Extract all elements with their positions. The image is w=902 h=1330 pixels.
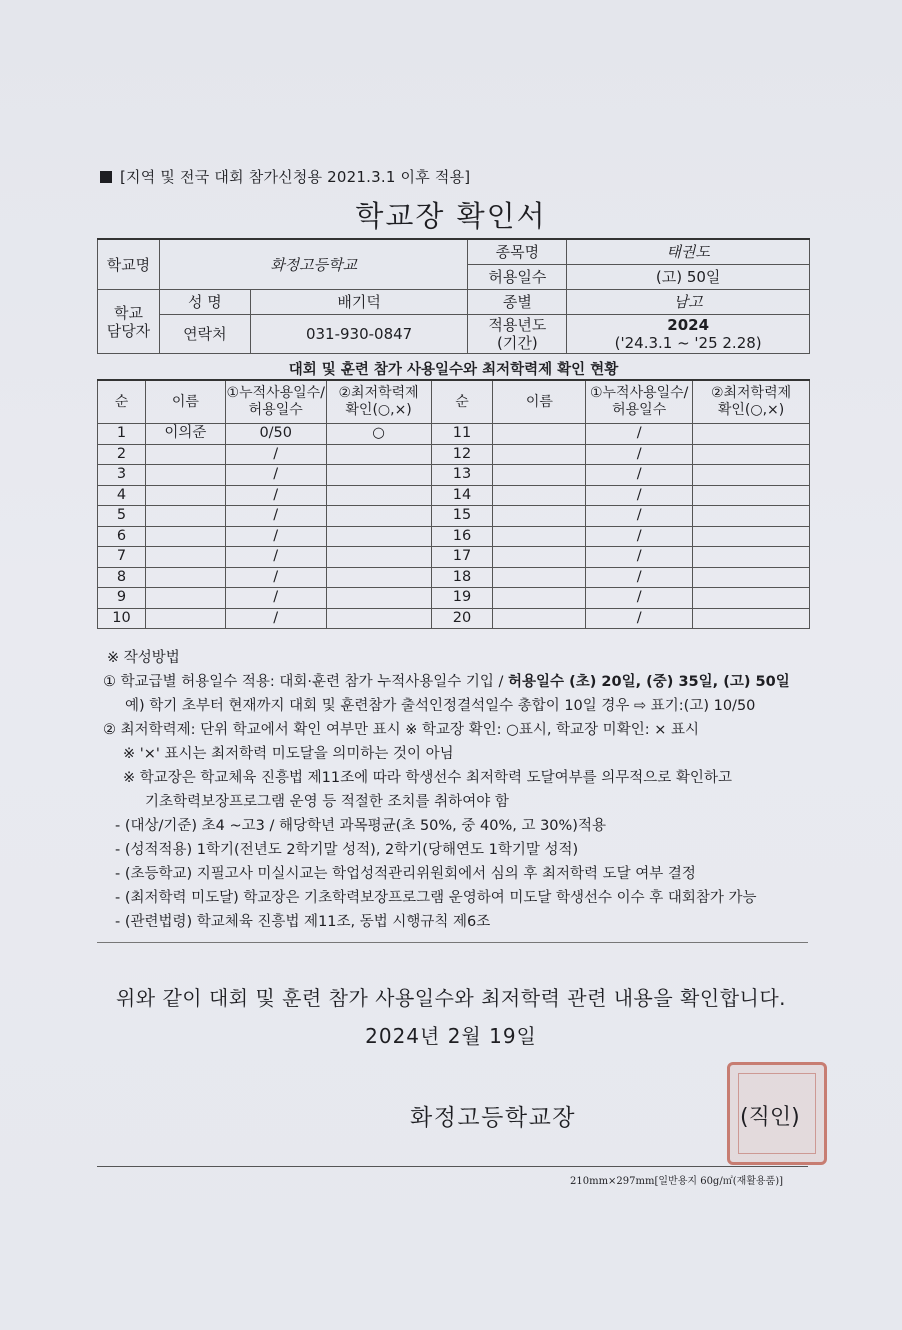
principal-name: 화정고등학교장 [410,1105,577,1131]
header-name: 이름 [145,380,225,424]
table-cell: / [586,526,693,547]
table-cell: / [586,444,693,465]
table-cell: / [225,506,326,527]
year-value: 2024 [667,316,710,334]
note-2: ② 최저학력제: 단위 학교에서 확인 여부만 표시 ※ 학교장 확인: ○표시, 학교장 미확인: × 표시 [103,722,699,738]
table-cell: 19 [431,588,493,609]
table-cell: 4 [98,485,146,506]
table-cell [145,506,225,527]
table-cell [493,444,586,465]
document-title: 학교장 확인서 [355,199,547,233]
gender-value: 남고 [567,290,810,315]
note-7: - (성적적용) 1학기(전년도 2학기말 성적), 2학기(당해연도 1학기말 성적) [115,842,579,858]
note-9: - (최저학력 미도달) 학교장은 기초학력보장프로그램 운영하여 미도달 학생선수 이수 후 대회참가 가능 [115,890,757,906]
table-cell: 17 [431,547,493,568]
table-cell: 15 [431,506,493,527]
table-cell [693,567,810,588]
table-cell [693,444,810,465]
table-cell: / [225,608,326,629]
table-cell [326,547,431,568]
note-5: 기초학력보장프로그램 운영 등 적절한 조치를 취하여야 함 [145,794,509,810]
table-cell: / [586,588,693,609]
header-check: ②최저학력제 확인(○,×) [326,380,431,424]
table-cell: / [586,567,693,588]
table-cell [693,547,810,568]
table-row [98,608,810,629]
paper-spec: 210mm×297mm[일반용지 60g/㎡(재활용품)] [570,1176,784,1187]
table-cell [693,608,810,629]
table-cell [493,485,586,506]
table-cell: 0/50 [225,424,326,445]
table-cell [145,526,225,547]
school-label: 학교명 [98,239,160,290]
table-cell: / [225,547,326,568]
table-cell: 7 [98,547,146,568]
table-cell [493,608,586,629]
header-no: 순 [98,380,146,424]
table-cell: / [586,506,693,527]
table-row [98,547,810,568]
form-header: [지역 및 전국 대회 참가신청용 2021.3.1 이후 적용] [100,166,470,187]
table-cell: 20 [431,608,493,629]
table-cell: 11 [431,424,493,445]
table-cell [493,567,586,588]
table-cell: 8 [98,567,146,588]
event-value: 태권도 [567,239,810,265]
table-cell [693,465,810,486]
table-cell: 14 [431,485,493,506]
school-info-table [97,238,810,354]
header-name: 이름 [493,380,586,424]
table-cell [493,465,586,486]
table-cell [145,547,225,568]
table-cell: 9 [98,588,146,609]
table-row [98,567,810,588]
table-row [98,506,810,527]
staff-label: 학교 담당자 [98,290,160,354]
year-label: 적용년도 (기간) [468,315,567,354]
table-cell: / [586,608,693,629]
note-3: ※ '×' 표시는 최저학력 미도달을 의미하는 것이 아님 [123,746,454,762]
table-cell [493,506,586,527]
divider [97,1166,808,1167]
name-label: 성 명 [159,290,250,315]
table-row [98,485,810,506]
usage-table [97,379,810,629]
table-cell [145,567,225,588]
table-row [98,444,810,465]
table-cell [326,465,431,486]
table-row [98,526,810,547]
table-cell [326,608,431,629]
table-cell [693,506,810,527]
table-cell [493,526,586,547]
event-label: 종목명 [468,239,567,265]
table-cell: / [225,526,326,547]
table-row [98,588,810,609]
confirmation-statement: 위와 같이 대회 및 훈련 참가 사용일수와 최저학력 관련 내용을 확인합니다. [115,986,787,1010]
table-cell: / [225,444,326,465]
issue-date: 2024년 2월 19일 [365,1024,537,1048]
table-cell: / [225,588,326,609]
table-cell: ○ [326,424,431,445]
gender-label: 종별 [468,290,567,315]
table-cell [493,424,586,445]
table-cell [326,485,431,506]
note-1: ① 학교급별 허용일수 적용: 대회·훈련 참가 누적사용일수 기입 / 허용일수 (초) 20일, (중) 35일, (고) 50일 [103,674,790,690]
table-cell [693,526,810,547]
table-cell [493,547,586,568]
note-6: - (대상/기준) 초4 ~고3 / 해당학년 과목평균(초 50%, 중 40%, 고 30%)적용 [115,818,606,834]
table-cell: 6 [98,526,146,547]
table-cell [326,506,431,527]
table-cell: / [225,465,326,486]
square-bullet-icon [100,171,112,183]
table-cell [326,444,431,465]
table-cell: 1 [98,424,146,445]
note-10: - (관련법령) 학교체육 진흥법 제11조, 동법 시행규칙 제6조 [115,914,491,930]
table-cell [145,588,225,609]
table-cell: / [586,547,693,568]
table-cell: / [225,485,326,506]
table-cell: 5 [98,506,146,527]
year-cell [567,315,810,354]
header-no: 순 [431,380,493,424]
table-cell: / [225,567,326,588]
table-cell: / [586,485,693,506]
table-cell: 이의준 [145,424,225,445]
contact-value: 031-930-0847 [250,315,468,354]
header-days: ①누적사용일수/ 허용일수 [586,380,693,424]
contact-label: 연락처 [159,315,250,354]
note-4: ※ 학교장은 학교체육 진흥법 제11조에 따라 학생선수 최저학력 도달여부를 의무적으로 확인하고 [123,770,732,786]
table-cell: 16 [431,526,493,547]
table-row [98,465,810,486]
note-8: - (초등학교) 지필고사 미실시교는 학업성적관리위원회에서 심의 후 최저학력 도달 여부 결정 [115,866,696,882]
allowed-days-label: 허용일수 [468,265,567,290]
year-period: ('24.3.1 ~ '25 2.28) [614,334,762,352]
table-cell [693,588,810,609]
table-cell: 10 [98,608,146,629]
table-cell: / [586,424,693,445]
table-cell [145,444,225,465]
table-cell [326,588,431,609]
allowed-days-value: (고) 50일 [567,265,810,290]
school-value: 화정고등학교 [159,239,468,290]
instructions-heading: ※ 작성방법 [107,650,180,666]
divider [97,942,808,943]
table-cell [693,485,810,506]
table-cell [326,567,431,588]
section-title: 대회 및 훈련 참가 사용일수와 최저학력제 확인 현황 [288,362,619,378]
table-cell: 3 [98,465,146,486]
table-cell [145,608,225,629]
name-value: 배기덕 [250,290,468,315]
table-cell: 18 [431,567,493,588]
header-days: ①누적사용일수/ 허용일수 [225,380,326,424]
table-cell: / [586,465,693,486]
table-cell [145,465,225,486]
table-cell: 2 [98,444,146,465]
table-cell [493,588,586,609]
note-example: 예) 학기 초부터 현재까지 대회 및 훈련참가 출석인정결석일수 총합이 10일 경우 ⇨ 표기:(고) 10/50 [125,698,756,714]
table-cell: 12 [431,444,493,465]
table-cell: 13 [431,465,493,486]
table-row [98,424,810,445]
seal-label: (직인) [740,1105,800,1130]
table-cell [326,526,431,547]
table-cell [693,424,810,445]
header-check: ②최저학력제 확인(○,×) [693,380,810,424]
table-cell [145,485,225,506]
